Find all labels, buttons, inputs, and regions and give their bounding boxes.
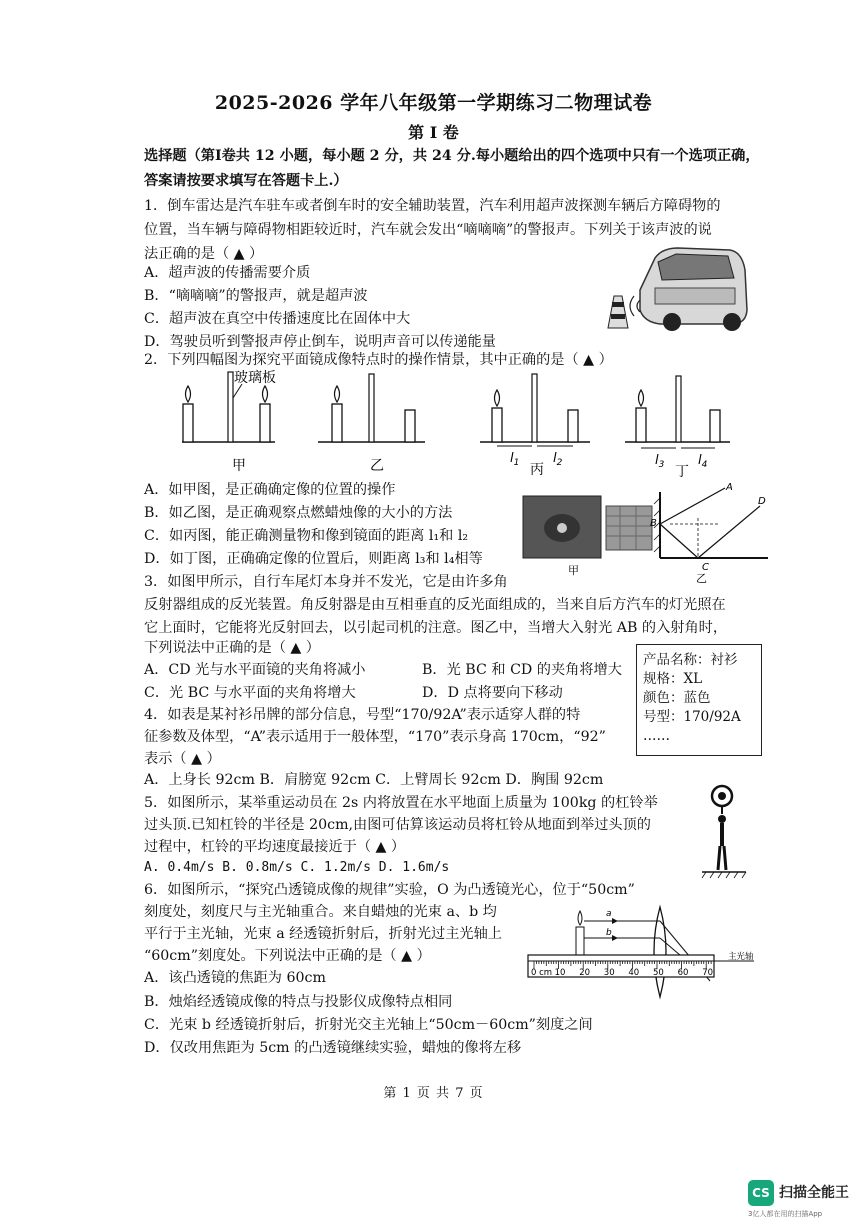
plane-mirror-figures (170, 370, 730, 482)
l2-sub: 2 (556, 458, 563, 468)
q2-option-a: A．如甲图，是正确确定像的位置的操作 (144, 482, 396, 498)
ruler-tick-label: 30 (603, 968, 615, 978)
q6-stem-4: “60cm”刻度处。下列说法中正确的是（ ▲ ） (144, 948, 431, 964)
q5-stem-2: 过头顶.已知杠铃的半径是 20cm,由图可估算该运动员将杠铃从地面到举过头顶的 (144, 817, 651, 833)
q1-option-b: B．“嘀嘀嘀”的警报声，就是超声波 (144, 288, 368, 304)
scanner-watermark (748, 1180, 860, 1224)
tag-ellipsis: …… (643, 728, 670, 744)
scanner-tagline: 3亿人都在用的扫描App (748, 1210, 823, 1218)
l4-label: l (698, 453, 702, 468)
q5-stem-1: 5．如图所示，某举重运动员在 2s 内将放置在水平地面上质量为 100kg 的杠铃举 (144, 795, 658, 811)
scanner-logo-icon: CS (748, 1180, 774, 1206)
main-axis-label: 主光轴 (728, 952, 754, 962)
instructions-line-1: 选择题（第I卷共 12 小题，每小题 2 分，共 24 分.每小题给出的四个选项中只有一个选项正确， (144, 148, 760, 164)
l1-sub: 1 (513, 458, 520, 468)
caption-jia: 甲 (232, 458, 246, 474)
figure-ding (625, 376, 730, 480)
q3-option-d: D．D 点将要向下移动 (422, 685, 563, 701)
q6-stem-1: 6．如图所示，“探究凸透镜成像的规律”实验，O 为凸透镜光心，位于“50cm” (144, 882, 635, 898)
point-a-label: A (726, 482, 733, 493)
tag-size: 规格：XL (643, 671, 703, 687)
instructions-line-2: 答案请按要求填写在答题卡上.） (144, 173, 348, 189)
ruler-tick-label: 20 (579, 968, 591, 978)
l2-label: l (553, 451, 557, 466)
q4-stem-1: 4．如表是某衬衫吊牌的部分信息，号型“170/92A”表示适穿人群的特 (144, 707, 581, 723)
ruler-tick-label: 60 (677, 968, 689, 978)
point-b-label: B (650, 518, 657, 529)
svg-text:l3 (655, 453, 665, 470)
q4-options: A．上身长 92cm B．肩膀宽 92cm C．上臂周长 92cm D．胸围 92cm (144, 772, 604, 788)
q3-stem-3: 它上面时，它能将光反射回去，以引起司机的注意。图乙中，当增大入射光 AB 的入射角时， (144, 620, 728, 636)
scanner-name: 扫描全能王 (779, 1185, 849, 1201)
svg-text:l4 (698, 453, 708, 470)
q6-stem-2: 刻度处，刻度尺与主光轴重合。来自蜡烛的光束 a、b 均 (144, 904, 497, 920)
shirt-tag-table (636, 644, 762, 756)
ruler-tick-label: 50 (653, 968, 664, 978)
svg-text:l2 (553, 451, 563, 468)
q4-stem-2: 征参数及体型，“A”表示适用于一般体型，“170”表示身高 170cm，“92” (144, 729, 606, 745)
ray-b-label: b (606, 928, 612, 938)
tag-color: 颜色：蓝色 (643, 690, 711, 706)
fig-label-yi: 乙 (696, 572, 707, 585)
q5-options: A. 0.4m/s B. 0.8m/s C. 1.2m/s D. 1.6m/s (144, 860, 450, 875)
ray-a-label: a (606, 909, 612, 919)
q1-option-d: D．驾驶员听到警报声停止倒车，说明声音可以传递能量 (144, 334, 496, 350)
exam-title: 2025-2026 学年八年级第一学期练习二物理试卷 (214, 92, 653, 114)
q2-option-d: D．如丁图，正确确定像的位置后，则距离 l₃和 l₄相等 (144, 551, 483, 567)
q3-option-b: B．光 BC 和 CD 的夹角将增大 (422, 662, 622, 678)
reflector-figures (520, 482, 770, 585)
figure-jia (182, 372, 275, 474)
ruler-tick-label: 0 cm (531, 968, 553, 978)
q3-stem-1: 3．如图甲所示，自行车尾灯本身并不发光，它是由许多角 (144, 574, 508, 590)
q3-stem-2: 反射器组成的反光装置。角反射器是由互相垂直的反光面组成的，当来自后方汽车的灯光照在 (144, 597, 726, 613)
volume-title: 第 I 卷 (408, 123, 459, 142)
q1-stem-1: 1．倒车雷达是汽车驻车或者倒车时的安全辅助装置，汽车利用超声波探测车辆后方障碍物的 (144, 198, 721, 214)
svg-text:l1 (510, 451, 519, 468)
q1-option-c: C．超声波在真空中传播速度比在固体中大 (144, 311, 411, 327)
q1-stem-3: 法正确的是（ ▲ ） (144, 246, 264, 262)
q6-option-d: D．仅改用焦距为 5cm 的凸透镜继续实验，蜡烛的像将左移 (144, 1040, 522, 1056)
point-d-label: D (758, 496, 766, 507)
l1-label: l (510, 451, 514, 466)
ruler-tick-label: 70 (702, 968, 714, 978)
caption-bing: 丙 (530, 462, 544, 478)
q3-stem-4: 下列说法中正确的是（ ▲ ） (144, 640, 320, 656)
ruler-tick-label: 40 (628, 968, 640, 978)
q6-stem-3: 平行于主光轴，光束 a 经透镜折射后，折射光过主光轴上 (144, 926, 502, 942)
q3-option-a: A．CD 光与水平面镜的夹角将减小 (144, 662, 366, 678)
q2-option-c: C．如丙图，能正确测量物和像到镜面的距离 l₁和 l₂ (144, 528, 469, 544)
q5-stem-3: 过程中，杠铃的平均速度最接近于（ ▲ ） (144, 839, 406, 855)
tag-product-name: 产品名称：衬衫 (643, 652, 738, 668)
page-footer: 第 1 页 共 7 页 (383, 1086, 484, 1101)
q1-stem-2: 位置，当车辆与障碍物相距较近时，汽车就会发出“嘀嘀嘀”的警报声。下列关于该声波的说 (144, 222, 712, 238)
q4-stem-3: 表示（ ▲ ） (144, 751, 221, 767)
q6-option-a: A．该凸透镜的焦距为 60cm (144, 970, 326, 986)
figure-yi (318, 374, 425, 474)
l3-label: l (655, 453, 659, 468)
q6-option-b: B．烛焰经透镜成像的特点与投影仪成像特点相同 (144, 994, 453, 1010)
q1-option-a: A．超声波的传播需要介质 (144, 265, 311, 281)
caption-yi: 乙 (370, 458, 384, 474)
point-c-label: C (702, 562, 709, 573)
q2-option-b: B．如乙图，是正确观察点燃蜡烛像的大小的方法 (144, 505, 453, 521)
figure-bing (480, 374, 590, 478)
caption-ding: 丁 (675, 464, 689, 480)
ruler-tick-label: 10 (554, 968, 566, 978)
car-radar-figure (600, 240, 750, 332)
q2-stem: 2．下列四幅图为探究平面镜成像特点时的操作情景，其中正确的是（ ▲ ） (144, 352, 613, 368)
convex-lens-figure (524, 905, 764, 1005)
q3-option-c: C．光 BC 与水平面的夹角将增大 (144, 685, 356, 701)
glass-plate-label: 玻璃板 (234, 370, 276, 386)
l4-sub: 4 (701, 460, 708, 470)
fig-label-jia: 甲 (568, 564, 579, 577)
q6-option-c: C．光束 b 经透镜折射后，折射光交主光轴上“50cm－60cm”刻度之间 (144, 1017, 593, 1033)
tag-model: 号型：170/92A (643, 709, 741, 725)
l3-sub: 3 (658, 460, 665, 470)
